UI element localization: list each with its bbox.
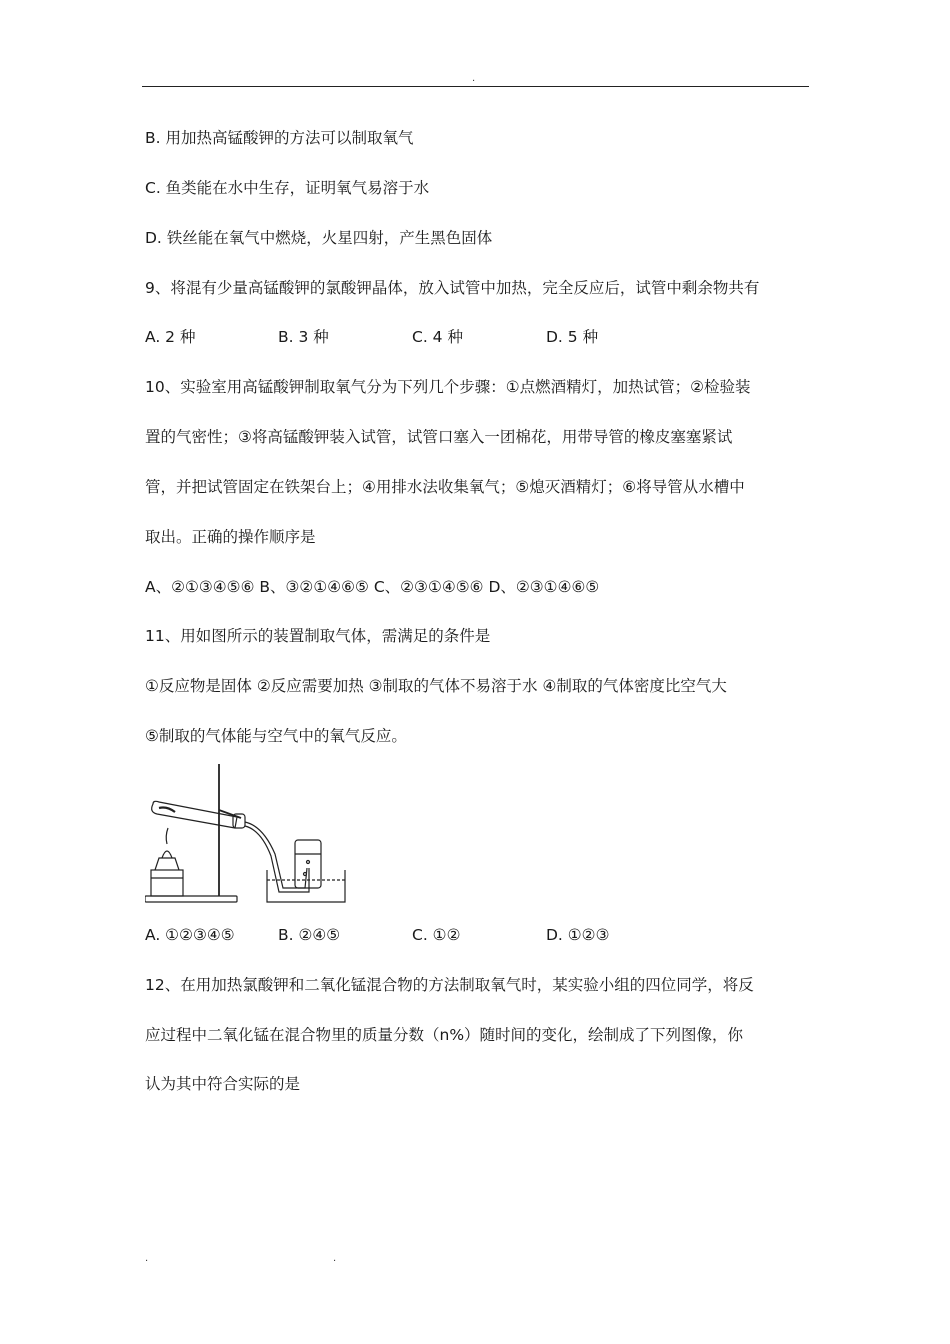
burner-neck	[155, 858, 179, 870]
footer-mark-left: .	[145, 1253, 149, 1264]
q11-option-a: A. ①②③④⑤	[145, 926, 235, 944]
header-rule	[142, 86, 809, 87]
header-mark: .	[472, 73, 476, 84]
q9-option-d: D. 5 种	[546, 328, 599, 346]
q10-stem-line-3: 管，并把试管固定在铁架台上；④用排水法收集氧气；⑤熄灭酒精灯；⑥将导管从水槽中	[145, 478, 745, 496]
stand-base	[145, 896, 237, 902]
q10-options: A、②①③④⑤⑥ B、③②①④⑥⑤ C、②③①④⑤⑥ D、②③①④⑥⑤	[145, 578, 600, 596]
q9-stem: 9、将混有少量高锰酸钾的氯酸钾晶体，放入试管中加热，完全反应后，试管中剩余物共有	[145, 279, 760, 297]
q12-stem-line-1: 12、在用加热氯酸钾和二氧化锰混合物的方法制取氧气时，某实验小组的四位同学，将反	[145, 976, 754, 994]
burner-body	[151, 870, 183, 896]
q11-conditions-line-1: ①反应物是固体 ②反应需要加热 ③制取的气体不易溶于水 ④制取的气体密度比空气大	[145, 677, 727, 695]
q8-option-b: B. 用加热高锰酸钾的方法可以制取氧气	[145, 129, 414, 147]
q9-option-b: B. 3 种	[278, 328, 329, 346]
q11-conditions-line-2: ⑤制取的气体能与空气中的氧气反应。	[145, 727, 407, 745]
flame	[162, 851, 172, 858]
test-tube	[152, 801, 237, 828]
q10-stem-line-2: 置的气密性；③将高锰酸钾装入试管，试管口塞入一团棉花，用带导管的橡皮塞塞紧试	[145, 428, 733, 446]
q12-stem-line-3: 认为其中符合实际的是	[145, 1075, 301, 1093]
q9-option-a: A. 2 种	[145, 328, 196, 346]
q8-option-d: D. 铁丝能在氧气中燃烧，火星四射，产生黑色固体	[145, 229, 493, 247]
q10-stem-line-4: 取出。正确的操作顺序是	[145, 528, 316, 546]
lab-heating-apparatus-icon	[145, 762, 350, 906]
q10-stem-line-1: 10、实验室用高锰酸钾制取氧气分为下列几个步骤：①点燃酒精灯，加热试管；②检验装	[145, 378, 751, 396]
q9-option-c: C. 4 种	[412, 328, 463, 346]
footer-mark-right: .	[333, 1253, 337, 1264]
q8-option-c: C. 鱼类能在水中生存，证明氧气易溶于水	[145, 179, 430, 197]
q12-stem-line-2: 应过程中二氧化锰在混合物里的质量分数（n%）随时间的变化，绘制成了下列图像，你	[145, 1026, 744, 1044]
q11-option-b: B. ②④⑤	[278, 926, 341, 944]
q11-option-d: D. ①②③	[546, 926, 610, 944]
q11-option-c: C. ①②	[412, 926, 461, 944]
q11-stem: 11、用如图所示的装置制取气体，需满足的条件是	[145, 627, 491, 645]
